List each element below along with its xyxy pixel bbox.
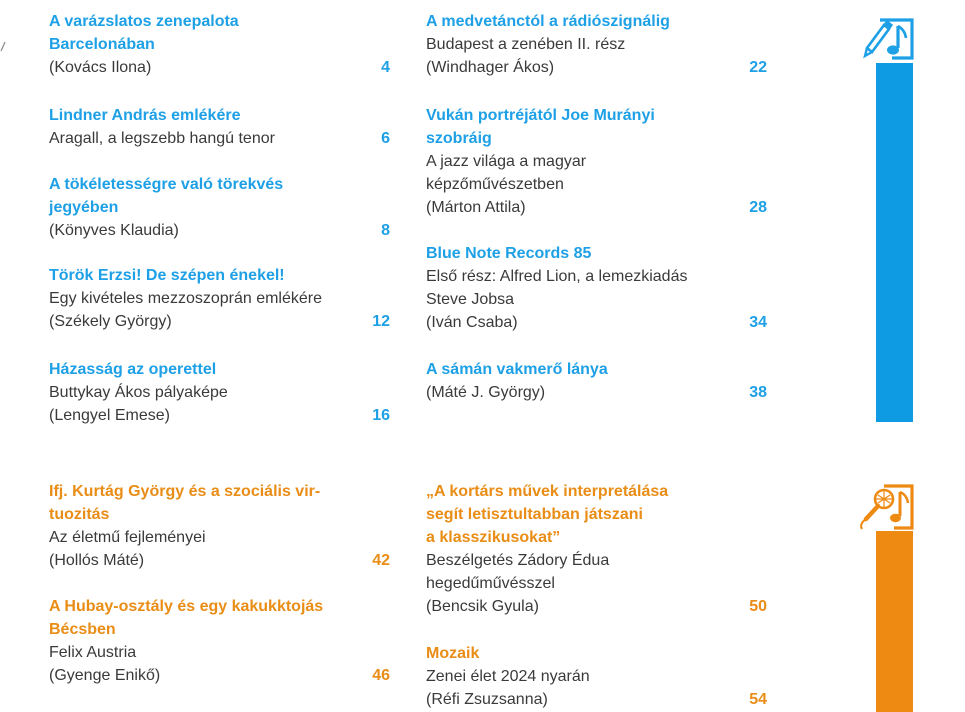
microphone-note-icon <box>858 482 914 532</box>
entry-title: Blue Note Records 85 <box>426 245 592 262</box>
entry-subtitle: Első rész: Alfred Lion, a lemezkiadás <box>426 268 688 285</box>
entry-title: tuozitás <box>49 506 110 523</box>
toc-entry[interactable] <box>49 595 390 687</box>
page-number: 54 <box>749 691 767 708</box>
entry-subtitle: Budapest a zenében II. rész <box>426 36 626 53</box>
page-number: 12 <box>372 313 390 330</box>
entry-title: Vukán portréjától Joe Murányi <box>426 107 655 124</box>
entry-author: (Réfi Zsuzsanna) 54 <box>426 688 767 711</box>
page-number: 34 <box>749 314 767 331</box>
toc-entry[interactable] <box>426 358 767 404</box>
page-number: 38 <box>749 384 767 401</box>
entry-subtitle: Beszélgetés Zádory Édua <box>426 552 610 569</box>
entry-title: Házasság az operettel <box>49 361 217 378</box>
entry-author: (Gyenge Enikő) 46 <box>49 664 390 687</box>
entry-author: (Székely György) 12 <box>49 310 390 333</box>
music-note-pen-icon <box>862 14 914 62</box>
page-number: 22 <box>749 59 767 76</box>
entry-title: Bécsben <box>49 621 116 638</box>
entry-title: „A kortárs művek interpretálása <box>426 483 669 500</box>
entry-title: A varázslatos zenepalota <box>49 13 239 30</box>
toc-entry[interactable] <box>426 10 767 79</box>
page-number: 8 <box>381 222 390 239</box>
entry-subtitle: A jazz világa a magyar <box>426 153 587 170</box>
page-number: 42 <box>372 552 390 569</box>
entry-title: Lindner András emlékére <box>49 107 241 124</box>
toc-entry[interactable] <box>49 10 390 79</box>
entry-title: A Hubay-osztály és egy kakukktojás <box>49 598 324 615</box>
toc-entry[interactable] <box>49 358 390 427</box>
page-number: 28 <box>749 199 767 216</box>
entry-subtitle: Az életmű fejleményei <box>49 529 206 546</box>
entry-subtitle: Buttykay Ákos pályaképe <box>49 384 228 401</box>
entry-title: szobráig <box>426 130 492 147</box>
section-color-bar-blue <box>876 63 913 422</box>
entry-subtitle: Egy kivételes mezzoszoprán emlékére <box>49 290 323 307</box>
toc-entry[interactable] <box>49 104 390 150</box>
entry-author: Aragall, a legszebb hangú tenor 6 <box>49 127 390 150</box>
entry-author: (Lengyel Emese) 16 <box>49 404 390 427</box>
entry-title: segít letisztultabban játszani <box>426 506 643 523</box>
entry-author: (Iván Csaba) 34 <box>426 311 767 334</box>
page-number: 46 <box>372 667 390 684</box>
entry-author: (Máté J. György) 38 <box>426 381 767 404</box>
entry-title: A medvetánctól a rádiószignálig <box>426 13 670 30</box>
page-number: 4 <box>381 59 390 76</box>
entry-author: (Bencsik Gyula) 50 <box>426 595 767 618</box>
entry-title: A tökéletességre való törekvés <box>49 176 284 193</box>
entry-title: Mozaik <box>426 645 480 662</box>
entry-subtitle: képzőművészetben <box>426 176 564 193</box>
entry-title: a klasszikusokat” <box>426 529 561 546</box>
entry-subtitle: hegedűművésszel <box>426 575 555 592</box>
entry-author: (Hollós Máté) 42 <box>49 549 390 572</box>
entry-author: (Könyves Klaudia) 8 <box>49 219 390 242</box>
page-number: 16 <box>372 407 390 424</box>
entry-title: Barcelonában <box>49 36 155 53</box>
toc-entry[interactable] <box>49 264 390 333</box>
entry-subtitle: Zenei élet 2024 nyarán <box>426 668 590 685</box>
toc-entry[interactable] <box>426 242 767 334</box>
entry-subtitle: Steve Jobsa <box>426 291 515 308</box>
section-color-bar-orange <box>876 531 913 712</box>
toc-entry[interactable] <box>49 480 390 572</box>
entry-subtitle: Felix Austria <box>49 644 137 661</box>
entry-title: jegyében <box>49 199 119 216</box>
stray-mark <box>0 40 6 52</box>
entry-author: (Kovács Ilona) 4 <box>49 56 390 79</box>
toc-entry[interactable] <box>426 104 767 219</box>
entry-title: Török Erzsi! De szépen énekel! <box>49 267 285 284</box>
entry-author: (Windhager Ákos) 22 <box>426 56 767 79</box>
entry-author: (Márton Attila) 28 <box>426 196 767 219</box>
page-number: 6 <box>381 130 390 147</box>
entry-title: Ifj. Kurtág György és a szociális vir- <box>49 483 321 500</box>
page-number: 50 <box>749 598 767 615</box>
toc-entry[interactable] <box>426 642 767 711</box>
toc-entry[interactable] <box>426 480 767 618</box>
toc-entry[interactable] <box>49 173 390 242</box>
entry-title: A sámán vakmerő lánya <box>426 361 608 378</box>
